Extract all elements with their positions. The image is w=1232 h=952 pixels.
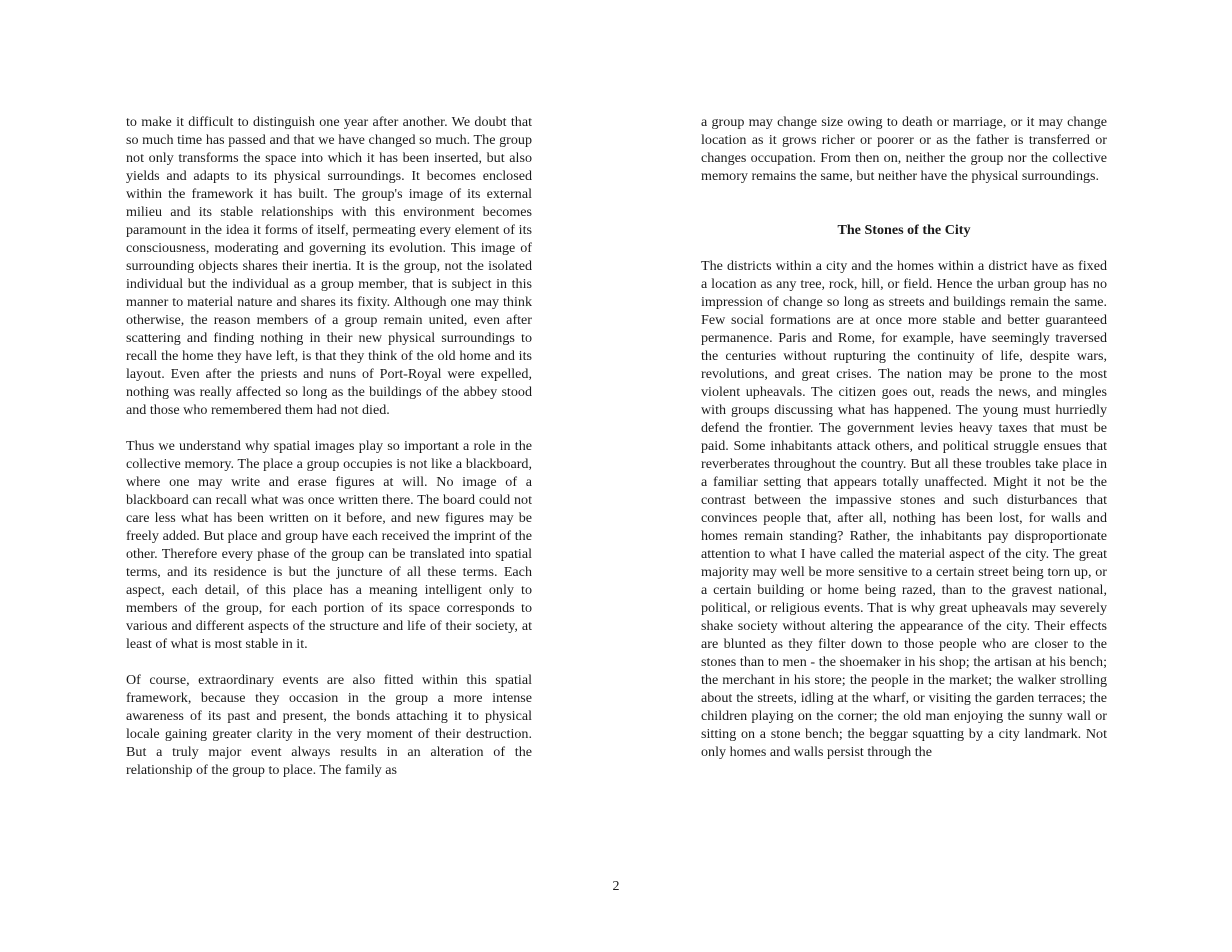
page-number: 2 xyxy=(612,879,620,894)
right-column xyxy=(701,113,1107,761)
left-paragraph-1: to make it difficult to distinguish one year after another. We doubt that so much time has passed and that we have changed so much. The group not only transforms the space into which it has been inserted, but also yields and adapts to its physical surroundings. It becomes enclosed within the framework it has built. The group's image of its external milieu and its stable relationships with this environment becomes paramount in the idea it forms of itself, permeating every element of its consciousness, moderating and governing its evolution. This image of surrounding objects shares their inertia. It is the group, not the isolated individual but the individual as a group member, that is subject in this manner to material nature and shares its fixity. Although one may think otherwise, the reason members of a group remain united, even after scattering and finding nothing in their new physical surroundings to recall the home they have left, is that they think of the old home and its layout. Even after the priests and nuns of Port-Royal were expelled, nothing was really affected so long as the buildings of the abbey stood and those who remembered them had not died. xyxy=(126,114,532,418)
section-heading: The Stones of the City xyxy=(837,222,971,238)
right-body-paragraph: The districts within a city and the homes within a district have as fixed a location as any tree, rock, hill, or field. Hence the urban group has no impression of change so long as streets and buildings remain the same. Few social formations are at once more stable and better guaranteed permanence. Paris and Rome, for example, have seemingly traversed the centuries without rupturing the continuity of life, despite wars, revolutions, and great crises. The nation may be prone to the most violent upheavals. The citizen goes out, reads the news, and mingles with groups discussing what has happened. The young must hurriedly defend the frontier. The government levies heavy taxes that must be paid. Some inhabitants attack others, and political struggle ensues that reverberates throughout the country. But all these troubles take place in a familiar setting that appears totally unaffected. Might it not be the contrast between the impassive stones and such disturbances that convinces people that, after all, nothing has been lost, for walls and homes remain standing? Rather, the inhabitants pay disproportionate attention to what I have called the material aspect of the city. The great majority may well be more sensitive to a certain street being torn up, or a certain building or home being razed, than to the gravest national, political, or religious events. That is why great upheavals may severely shake society without altering the appearance of the city. Their effects are blunted as they filter down to those people who are closer to the stones than to men - the shoemaker in his shop; the artisan at his bench; the merchant in his store; the people in the market; the walker strolling about the streets, idling at the wharf, or visiting the garden terraces; the children playing on the corner; the old man enjoying the sunny wall or sitting on a stone bench; the beggar squatting by a city landmark. Not only homes and walls persist through the xyxy=(701,258,1107,760)
left-paragraph-2: Thus we understand why spatial images play so important a role in the collective memory. The place a group occupies is not like a blackboard, where one may write and erase figures at will. No image of a blackboard can recall what was once written there. The board could not care less what has been written on it before, and new figures may be freely added. But place and group have each received the imprint of the other. Therefore every phase of the group can be translated into spatial terms, and its residence is but the juncture of all these terms. Each aspect, each detail, of this place has a meaning intelligent only to members of the group, for each portion of its space corresponds to various and different aspects of the structure and life of their society, at least of what is most stable in it. xyxy=(126,438,532,652)
left-column xyxy=(126,113,532,779)
right-intro-paragraph: a group may change size owing to death or marriage, or it may change location as it grows richer or poorer or as the father is transferred or changes occupation. From then on, neither the group nor the collective memory remains the same, but neither have the physical surroundings. xyxy=(701,114,1107,184)
left-paragraph-3: Of course, extraordinary events are also fitted within this spatial framework, because they occasion in the group a more intense awareness of its past and present, the bonds attaching it to physical locale gaining greater clarity in the very moment of their destruction. But a truly major event always results in an alteration of the relationship of the group to place. The family as xyxy=(126,672,532,778)
